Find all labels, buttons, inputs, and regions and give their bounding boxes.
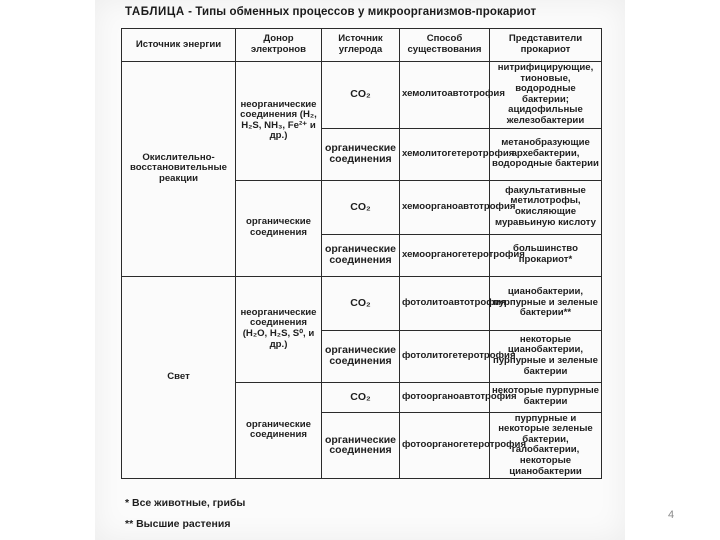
table-row [122,276,602,330]
mode-cell: фотоорганоавтотрофия [400,382,490,412]
mode-cell: фотолитогетеротрофия [400,330,490,382]
mode-cell: хемолитоавтотрофия [400,62,490,129]
donor-inorganic-chem: неорганические соединения (H₂, H₂S, NH₃, Fe²⁺ и др.) [236,62,322,181]
donor-inorganic-light: неорганические соединения (H₂O, H₂S, S⁰, и др.) [236,276,322,382]
carbon-source-cell: CO₂ [322,62,400,129]
donor-organic-light: органические соединения [236,382,322,479]
representatives-cell: факультативные метилотрофы, окисляющие муравьиную кислоту [490,180,602,234]
mode-cell: фотоорганогетеротрофия [400,412,490,479]
energy-redox: Окислительно-восстановительные реакции [122,62,236,277]
representatives-cell: цианобактерии, пурпурные и зеленые бактерии** [490,276,602,330]
metabolism-table [121,28,602,479]
header-electron-donor: Донор электронов [236,29,322,62]
representatives-cell: некоторые цианобактерии, пурпурные и зеленые бактерии [490,330,602,382]
table-title [125,6,605,18]
energy-light: Свет [122,276,236,479]
header-energy-source: Источник энергии [122,29,236,62]
donor-organic-chem: органические соединения [236,180,322,276]
table-row [122,62,602,129]
carbon-source-cell: CO₂ [322,382,400,412]
table-title-lead: ТАБЛИЦА [125,6,185,18]
representatives-cell: некоторые пурпурные бактерии [490,382,602,412]
header-representatives: Представители прокариот [490,29,602,62]
carbon-source-cell: органические соединения [322,128,400,180]
representatives-cell: метанобразующие архебактерии, водородные бактерии [490,128,602,180]
table-title-text: - Типы обменных процессов у микроорганизмов-прокариот [184,6,537,18]
table-header-row [122,29,602,62]
carbon-source-cell: CO₂ [322,276,400,330]
representatives-cell: пурпурные и некоторые зеленые бактерии, галобактерии, некоторые цианобактерии [490,412,602,479]
footnote-plants: ** Высшие растения [125,518,231,530]
mode-cell: хемолитогетеротрофия [400,128,490,180]
carbon-source-cell: органические соединения [322,412,400,479]
page-number: 4 [668,509,675,521]
header-carbon-source: Источник углерода [322,29,400,62]
mode-cell: хемоорганоавтотрофия [400,180,490,234]
carbon-source-cell: органические соединения [322,234,400,276]
carbon-source-cell: органические соединения [322,330,400,382]
representatives-cell: нитрифицирующие, тионовые, водородные бактерии; ацидофильные железобактерии [490,62,602,129]
carbon-source-cell: CO₂ [322,180,400,234]
representatives-cell: большинство прокариот* [490,234,602,276]
footnote-animals: * Все животные, грибы [125,497,246,509]
mode-cell: фотолитоавтотрофия [400,276,490,330]
header-mode: Способ существования [400,29,490,62]
mode-cell: хемоорганогетеротрофия [400,234,490,276]
